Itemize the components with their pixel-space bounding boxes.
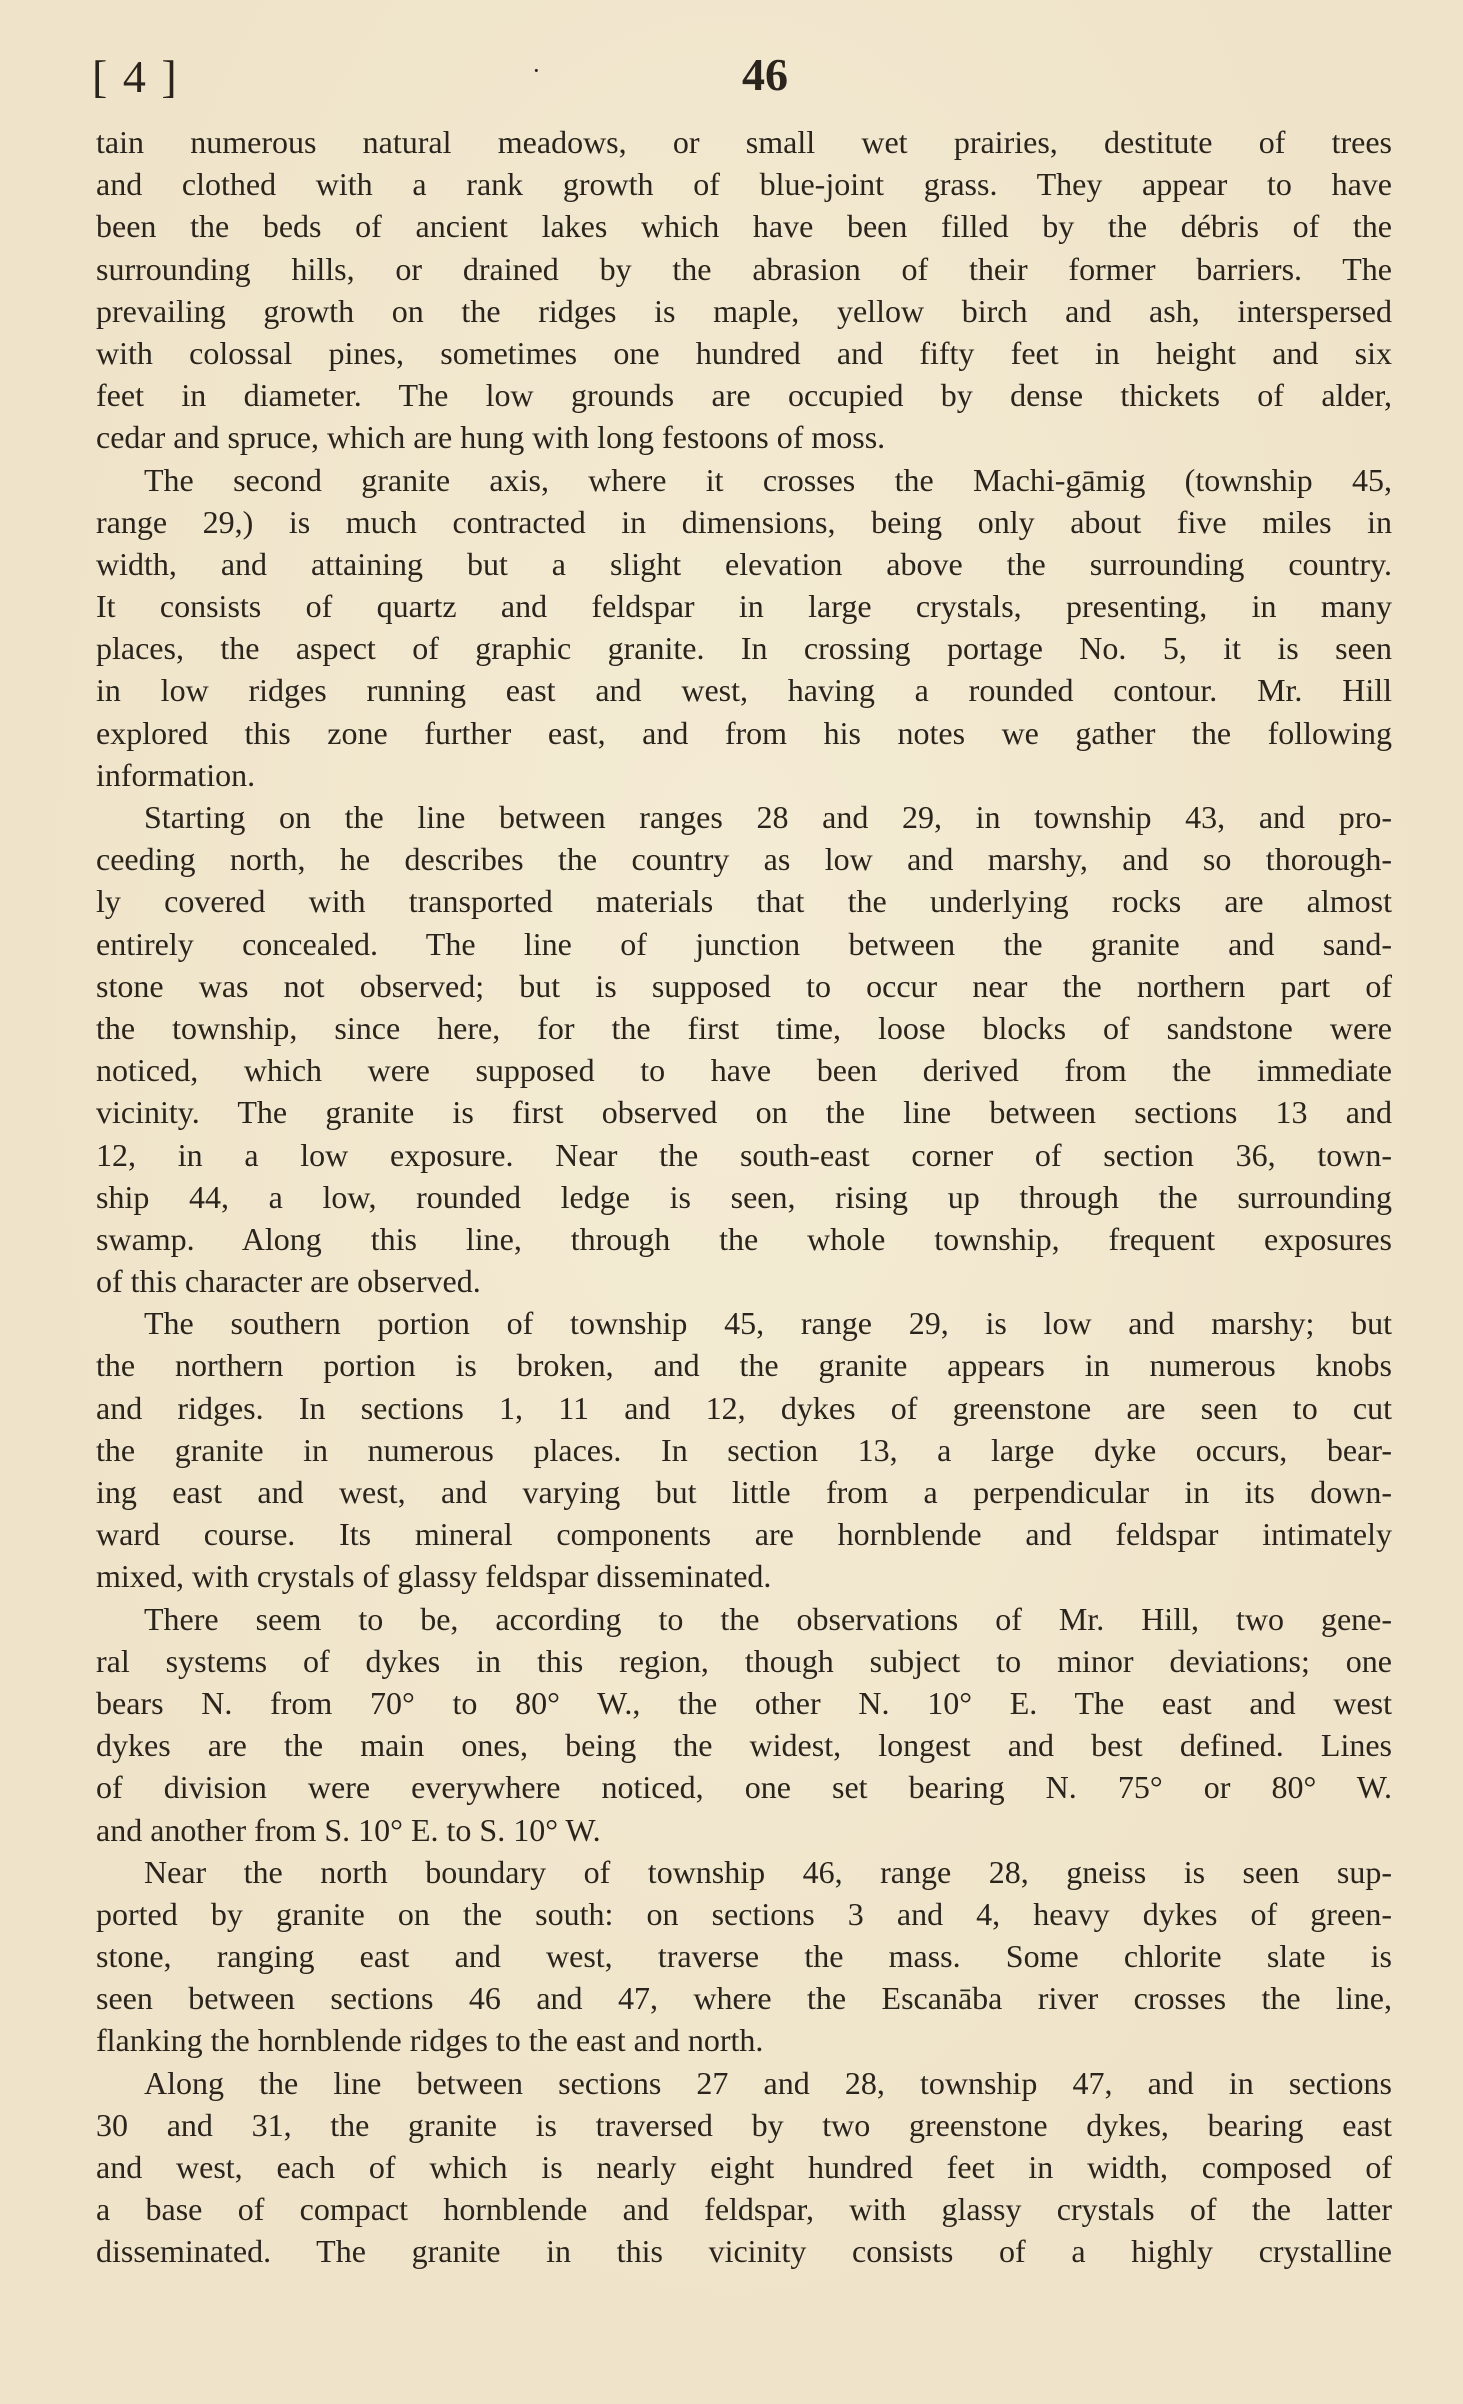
text-line: seen between sections 46 and 47, where the Escanāba river crosses the line, (96, 1980, 1392, 2017)
text-line: and clothed with a rank growth of blue-joint grass. They appear to have (96, 166, 1392, 203)
text-line: The southern portion of township 45, range 29, is low and marshy; but (144, 1305, 1392, 1342)
text-line: 12, in a low exposure. Near the south-east corner of section 36, town- (96, 1136, 1392, 1173)
center-mark: · (532, 56, 541, 85)
text-line: Near the north boundary of township 46, range 28, gneiss is seen sup- (144, 1853, 1392, 1890)
text-line: the granite in numerous places. In section 13, a large dyke occurs, bear- (96, 1431, 1392, 1468)
text-line: range 29,) is much contracted in dimensions, being only about five miles in (96, 503, 1392, 540)
text-line: flanking the hornblende ridges to the east and north. (96, 2022, 764, 2059)
text-line: Along the line between sections 27 and 28, township 47, and in sections (144, 2064, 1392, 2101)
text-line: places, the aspect of graphic granite. In crossing portage No. 5, it is seen (96, 630, 1392, 667)
text-line: ship 44, a low, rounded ledge is seen, rising up through the surrounding (96, 1178, 1392, 1215)
text-line: explored this zone further east, and from his notes we gather the following (96, 714, 1392, 751)
text-line: feet in diameter. The low grounds are occupied by dense thickets of alder, (96, 377, 1392, 414)
text-line: of division were everywhere noticed, one set bearing N. 75° or 80° W. (96, 1769, 1392, 1806)
text-line: swamp. Along this line, through the whole township, frequent exposures (96, 1220, 1392, 1257)
signature-mark: [ 4 ] (92, 51, 179, 102)
text-line: bears N. from 70° to 80° W., the other N. 10° E. The east and west (96, 1684, 1392, 1721)
text-line: tain numerous natural meadows, or small wet prairies, destitute of trees (96, 124, 1392, 160)
text-line: ceeding north, he describes the country as low and marshy, and so thorough- (96, 841, 1392, 878)
text-line: 30 and 31, the granite is traversed by two greenstone dykes, bearing east (96, 2106, 1392, 2143)
page-header (92, 44, 1412, 114)
text-line: entirely concealed. The line of junction between the granite and sand- (96, 925, 1392, 962)
text-line: ral systems of dykes in this region, though subject to minor deviations; one (96, 1642, 1392, 1679)
text-line: the township, since here, for the first time, loose blocks of sandstone were (96, 1009, 1392, 1046)
text-line: and west, each of which is nearly eight hundred feet in width, composed of (96, 2149, 1392, 2185)
text-line: and another from S. 10° E. to S. 10° W. (96, 1811, 601, 1848)
text-line: The second granite axis, where it crosses the Machi-gāmig (township 45, (144, 461, 1392, 498)
text-line: in low ridges running east and west, having a rounded contour. Mr. Hill (96, 672, 1392, 709)
text-line: the northern portion is broken, and the granite appears in numerous knobs (96, 1347, 1392, 1384)
text-line: stone, ranging east and west, traverse the mass. Some chlorite slate is (96, 1938, 1392, 1975)
text-line: noticed, which were supposed to have been derived from the immediate (96, 1052, 1392, 1089)
text-line: with colossal pines, sometimes one hundred and fifty feet in height and six (96, 334, 1392, 371)
page-number: 46 (742, 49, 788, 100)
text-line: dykes are the main ones, being the widest, longest and best defined. Lines (96, 1727, 1392, 1764)
text-line: ly covered with transported materials that the underlying rocks are almost (96, 883, 1392, 920)
text-line: disseminated. The granite in this vicinity consists of a highly crystalline (96, 2233, 1392, 2270)
text-line: and ridges. In sections 1, 11 and 12, dykes of greenstone are seen to cut (96, 1389, 1392, 1426)
text-line: prevailing growth on the ridges is maple, yellow birch and ash, interspersed (96, 292, 1392, 329)
text-line: a base of compact hornblende and feldspar, with glassy crystals of the latter (96, 2191, 1392, 2228)
text-line: been the beds of ancient lakes which have been filled by the débris of the (96, 208, 1392, 245)
text-line: It consists of quartz and feldspar in large crystals, presenting, in many (96, 588, 1392, 625)
text-line: stone was not observed; but is supposed to occur near the northern part of (96, 967, 1392, 1004)
text-line: surrounding hills, or drained by the abrasion of their former barriers. The (96, 250, 1392, 287)
text-line: cedar and spruce, which are hung with long festoons of moss. (96, 419, 886, 456)
text-line: mixed, with crystals of glassy feldspar disseminated. (96, 1558, 772, 1595)
text-line: Starting on the line between ranges 28 and 29, in township 43, and pro- (144, 799, 1392, 835)
text-line: vicinity. The granite is first observed on the line between sections 13 and (96, 1094, 1392, 1131)
text-line: of this character are observed. (96, 1263, 481, 1300)
text-line: ported by granite on the south: on sections 3 and 4, heavy dykes of green- (96, 1895, 1392, 1932)
text-line: ing east and west, and varying but little from a perpendicular in its down- (96, 1474, 1392, 1510)
text-line: width, and attaining but a slight elevation above the surrounding country. (96, 545, 1392, 582)
text-line: information. (96, 756, 256, 793)
text-line: There seem to be, according to the observations of Mr. Hill, two gene- (144, 1600, 1392, 1637)
body-text (96, 121, 1392, 2273)
text-line: ward course. Its mineral components are hornblende and feldspar intimately (96, 1516, 1392, 1553)
